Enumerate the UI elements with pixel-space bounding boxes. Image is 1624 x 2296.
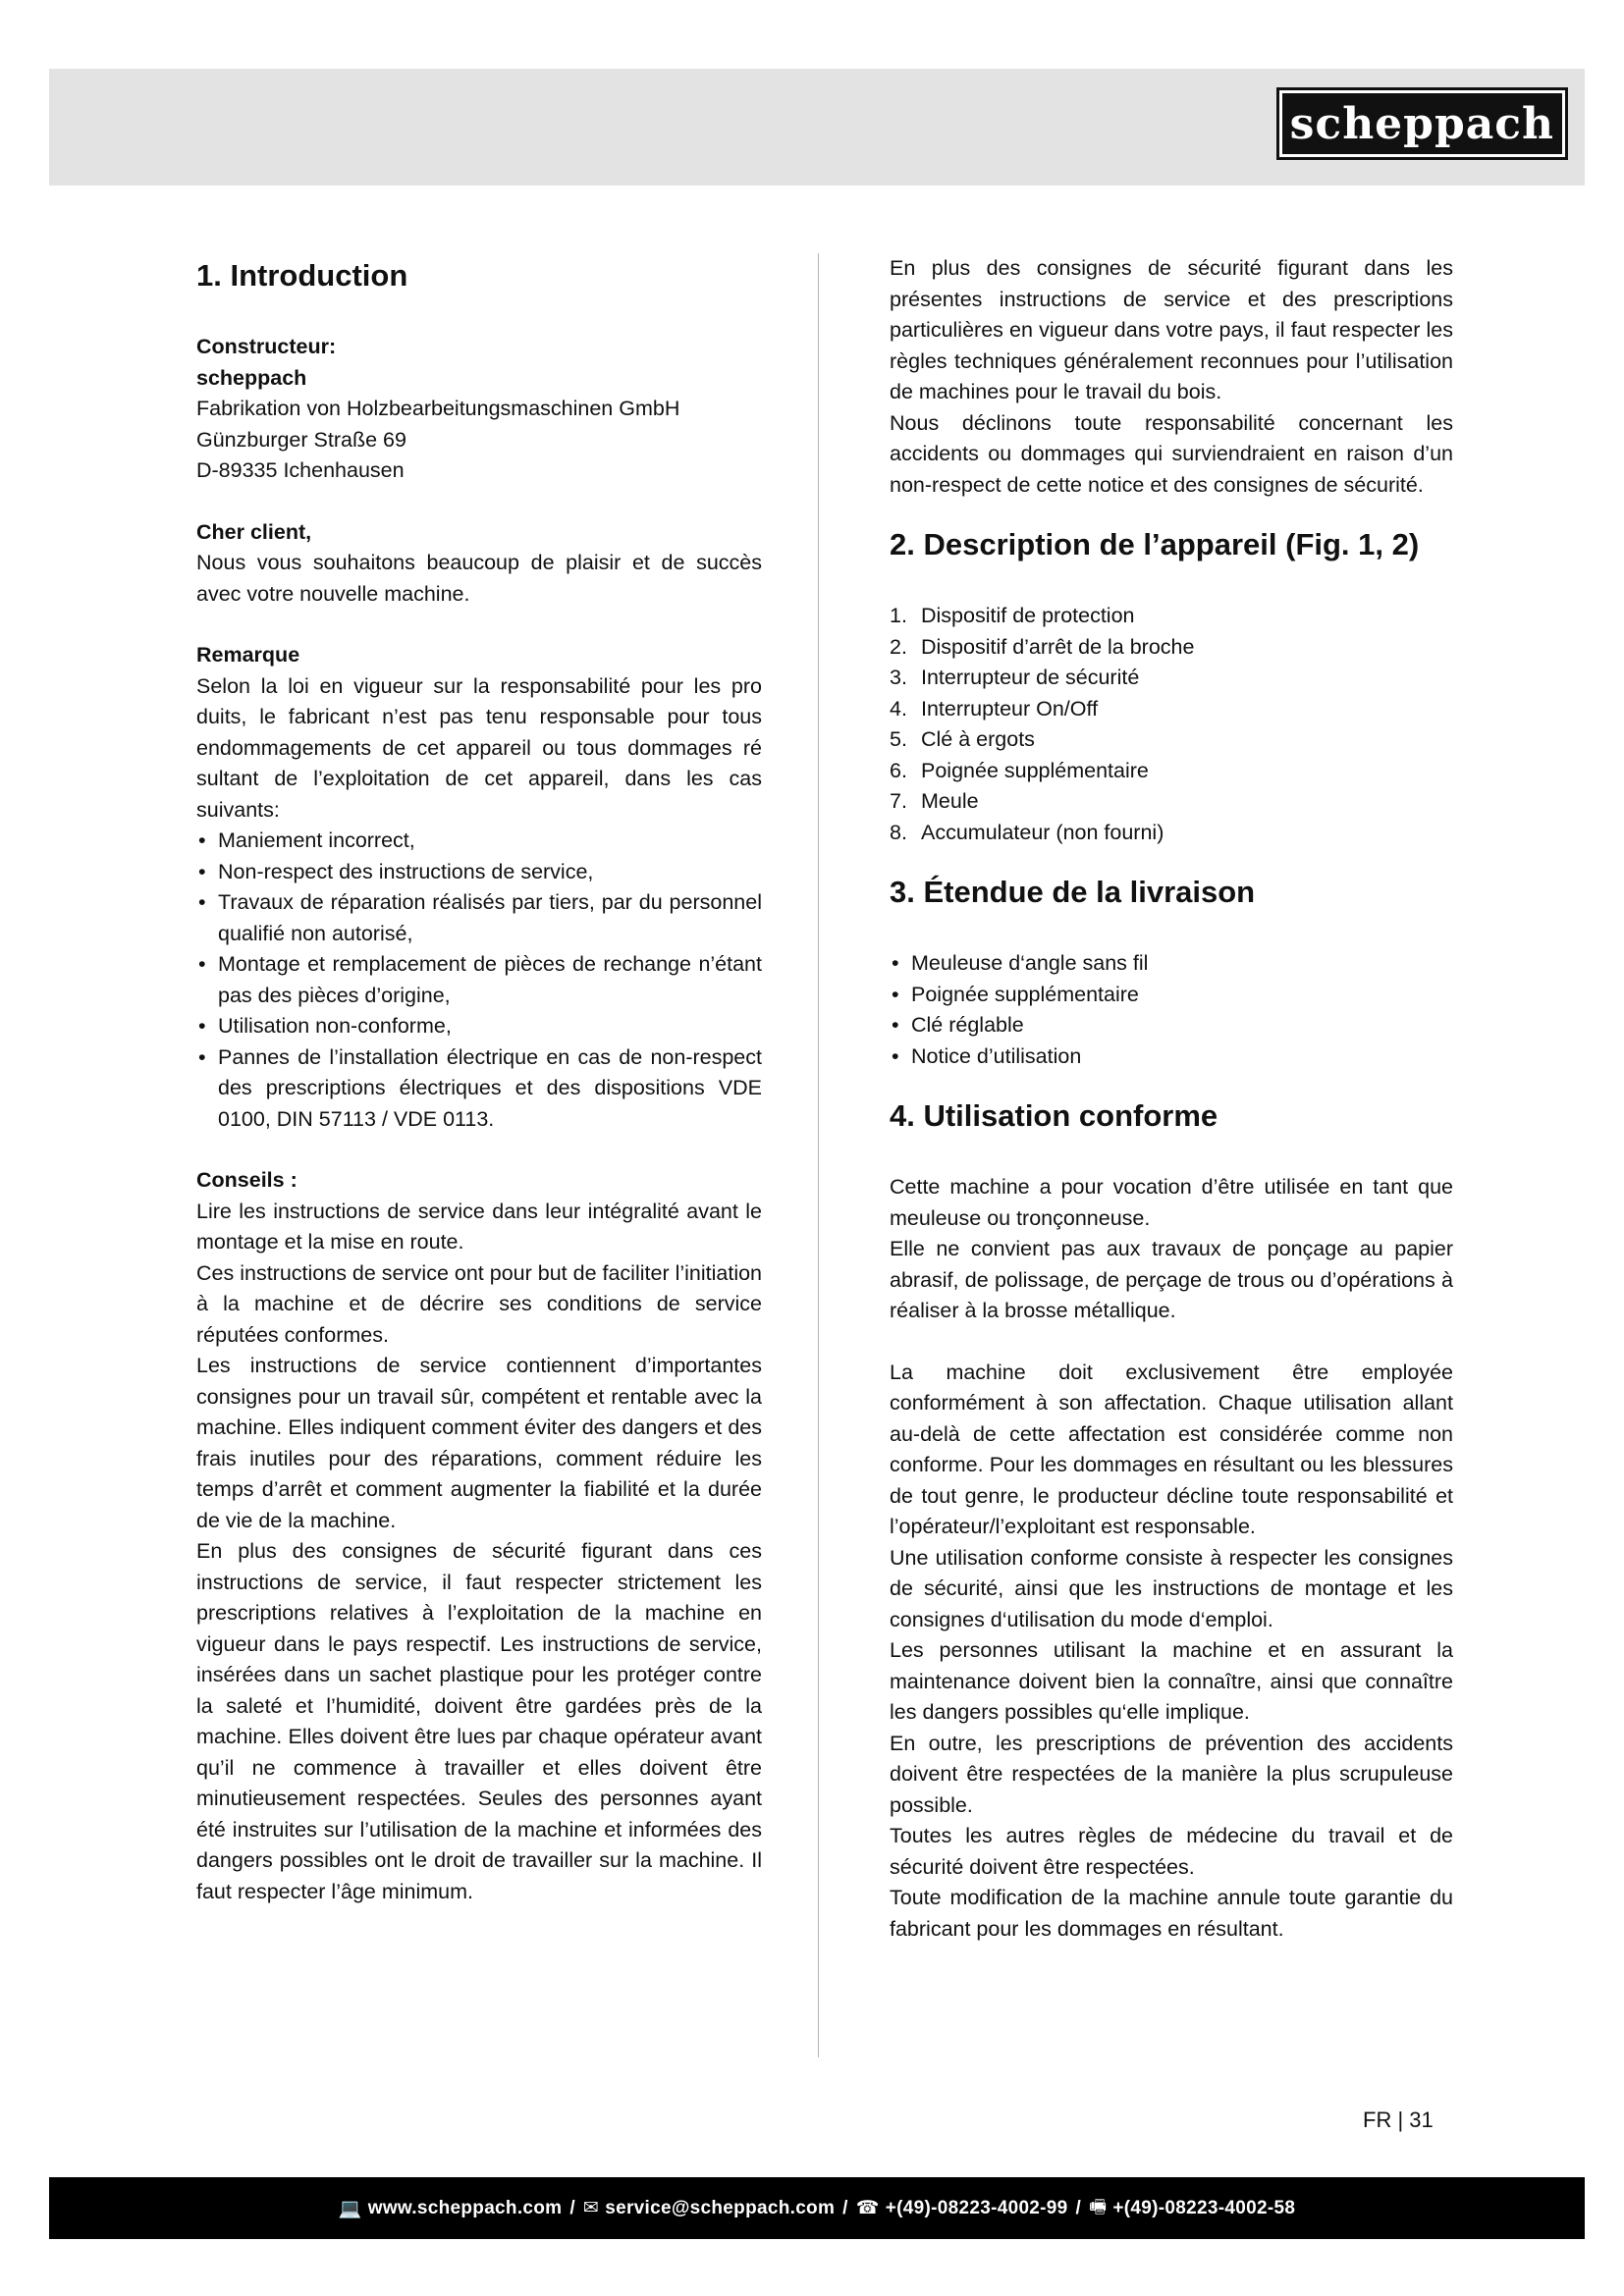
- advice-title: Conseils :: [196, 1168, 298, 1192]
- list-item: • Clé réglable: [890, 1010, 1453, 1041]
- section-title-intended-use: 4. Utilisation conforme: [890, 1098, 1218, 1133]
- use-paragraph: Une utilisation conforme consiste à respecter les consignes de sécurité, ainsi que les instructions de montage et les consignes d‘utilisation du mode d‘emploi.: [890, 1545, 1453, 1631]
- computer-icon: 💻: [338, 2198, 362, 2219]
- use-paragraph: Toutes les autres règles de médecine du travail et de sécurité doivent être respectées.: [890, 1824, 1453, 1879]
- address-line: Fabrikation von Holzbearbeitungsmaschinen GmbH: [196, 397, 680, 420]
- manufacturer-label: Constructeur:: [196, 335, 337, 358]
- parts-list: [890, 601, 1453, 848]
- page-header: [49, 69, 1585, 186]
- list-item: • Travaux de réparation réalisés par tiers, par du personnel qualifié non autorisé,: [196, 887, 762, 949]
- section-title-introduction: 1. Introduction: [196, 258, 408, 293]
- page-footer: 💻 www.scheppach.com / ✉ service@scheppach.com / ☎ +(49)-08223-4002-99 / 🖷 +(49)-08223-4002-58: [49, 2177, 1585, 2239]
- list-item: • Poignée supplémentaire: [890, 980, 1453, 1011]
- company-name: scheppach: [196, 365, 307, 390]
- page-number: FR | 31: [1363, 2108, 1434, 2132]
- advice-paragraph: Ces instructions de service ont pour but de faciliter l’initiation à la machine et de décrire ses conditions de service réputées conformes.: [196, 1260, 763, 1347]
- list-item: 5. Clé à ergots: [890, 727, 1035, 751]
- dear-customer-text: Nous vous souhaitons beaucoup de plaisir et de succès avec votre nouvelle machine.: [196, 551, 762, 606]
- use-paragraph: Cette machine a pour vocation d’être utilisée en tant que meuleuse ou tronçonneuse.: [890, 1175, 1453, 1230]
- use-paragraph: Toute modification de la machine annule toute garantie du fabricant pour les dommages en résultant.: [890, 1886, 1453, 1941]
- column-divider: [818, 253, 819, 2057]
- email-icon: ✉: [582, 2198, 600, 2218]
- list-item: 4. Interrupteur On/Off: [890, 696, 1099, 721]
- list-item: 6. Poignée supplémentaire: [890, 758, 1149, 782]
- fax-number: +(49)-08223-4002-58: [1112, 2197, 1296, 2218]
- list-item: • Non-respect des instructions de service,: [196, 857, 762, 888]
- use-paragraph: Les personnes utilisant la machine et en assurant la maintenance doivent bien la connaître, ainsi que connaître les dangers possibles qu‘elle implique.: [890, 1638, 1453, 1724]
- list-item: • Meuleuse d‘angle sans fil: [890, 948, 1453, 980]
- dear-customer-title: Cher client,: [196, 519, 312, 544]
- advice-paragraph: Les instructions de service contiennent d’importantes consignes pour un travail sûr, compétent et rentable avec la machine. Elles indiquent comment éviter des dangers et des frais inutiles pour des réparations, comment réduire les temps d’arrêt et comment augmenter la fiabilité et la durée de vie de la machine.: [196, 1354, 762, 1532]
- scheppach-logo: scheppach: [1279, 90, 1565, 157]
- advice-paragraph: Lire les instructions de service dans leur intégralité avant le montage et la mise en route.: [196, 1199, 762, 1254]
- website-link[interactable]: www.scheppach.com: [367, 2197, 563, 2218]
- left-column: [196, 253, 762, 1907]
- address-line: D-89335 Ichenhausen: [196, 458, 405, 482]
- remark-text: Selon la loi en vigueur sur la responsabilité pour les pro duits, le fabricant n’est pas tenu responsable pour tous endommagements de cet appareil ou tous dommages ré sultant de l’exploitation de cet appareil, dans les cas suivants:: [196, 673, 762, 822]
- advice-paragraph: En plus des consignes de sécurité figurant dans ces instructions de service, il faut respecter strictement les prescriptions relatives à l’exploitation de la machine en vigueur dans le pays respectif. Les instructions de service, insérées dans un sachet plastique pour les protéger contre la saleté et l’humidité, doivent être gardées près de la machine. Elles doivent être lues par chaque opérateur avant qu’il ne commence à travailler et elles doivent être minutieusement respectées. Seules des personnes ayant été instruites sur l’utilisation de la machine et informées des dangers possibles ont le droit de travailler sur la machine. Il faut respecter l’âge minimum.: [196, 1539, 762, 1903]
- email-link[interactable]: service@scheppach.com: [605, 2197, 836, 2218]
- fax-icon: 🖷: [1089, 2196, 1108, 2217]
- address-line: Günzburger Straße 69: [196, 427, 406, 452]
- use-paragraph: Elle ne convient pas aux travaux de ponçage au papier abrasif, de polissage, de perçage de trous ou d’opérations à réaliser à la brosse métallique.: [890, 1237, 1453, 1322]
- right-column: [890, 253, 1453, 1945]
- list-item: • Pannes de l’installation électrique en cas de non-respect des prescriptions électriques et des dispositions VDE 0100, DIN 57113 / VDE 0113.: [196, 1042, 762, 1136]
- phone-icon: ☎: [855, 2198, 880, 2218]
- delivery-list: [890, 948, 1453, 1072]
- list-item: • Notice d’utilisation: [890, 1041, 1453, 1073]
- list-item: 1. Dispositif de protection: [890, 604, 1135, 627]
- use-paragraph: La machine doit exclusivement être employée conformément à son affectation. Chaque utilisation allant au-delà de cette affectation est considérée comme non conforme. Pour les dommages en résultant ou les blessures de tout genre, le producteur décline toute responsabilité et l’opérateur/l’exploitant est responsable.: [890, 1360, 1453, 1538]
- phone-number: +(49)-08223-4002-99: [885, 2197, 1068, 2218]
- safety-paragraph: En plus des consignes de sécurité figurant dans les présentes instructions de service et des prescriptions particulières en vigueur dans votre pays, il faut respecter les règles techniques généralement reconnues pour l’utilisation de machines pour le travail du bois.: [890, 256, 1453, 403]
- list-item: • Montage et remplacement de pièces de rechange n’étant pas des pièces d’origine,: [196, 949, 762, 1011]
- list-item: • Utilisation non-conforme,: [196, 1011, 762, 1042]
- safety-paragraph: Nous déclinons toute responsabilité concernant les accidents ou dommages qui surviendraient en raison d’un non-respect de cette notice et des consignes de sécurité.: [890, 410, 1453, 497]
- list-item: 8. Accumulateur (non fourni): [890, 820, 1164, 844]
- use-paragraph: En outre, les prescriptions de prévention des accidents doivent être respectées de la manière la plus scrupuleuse possible.: [890, 1731, 1453, 1817]
- list-item: • Maniement incorrect,: [196, 826, 762, 857]
- list-item: 3. Interrupteur de sécurité: [890, 666, 1140, 689]
- list-item: 7. Meule: [890, 789, 979, 813]
- section-title-delivery: 3. Étendue de la livraison: [890, 875, 1256, 909]
- remark-title: Remarque: [196, 643, 300, 667]
- remark-list: [196, 826, 762, 1135]
- list-item: 2. Dispositif d’arrêt de la broche: [890, 634, 1195, 659]
- section-title-description: 2. Description de l’appareil (Fig. 1, 2): [890, 527, 1420, 561]
